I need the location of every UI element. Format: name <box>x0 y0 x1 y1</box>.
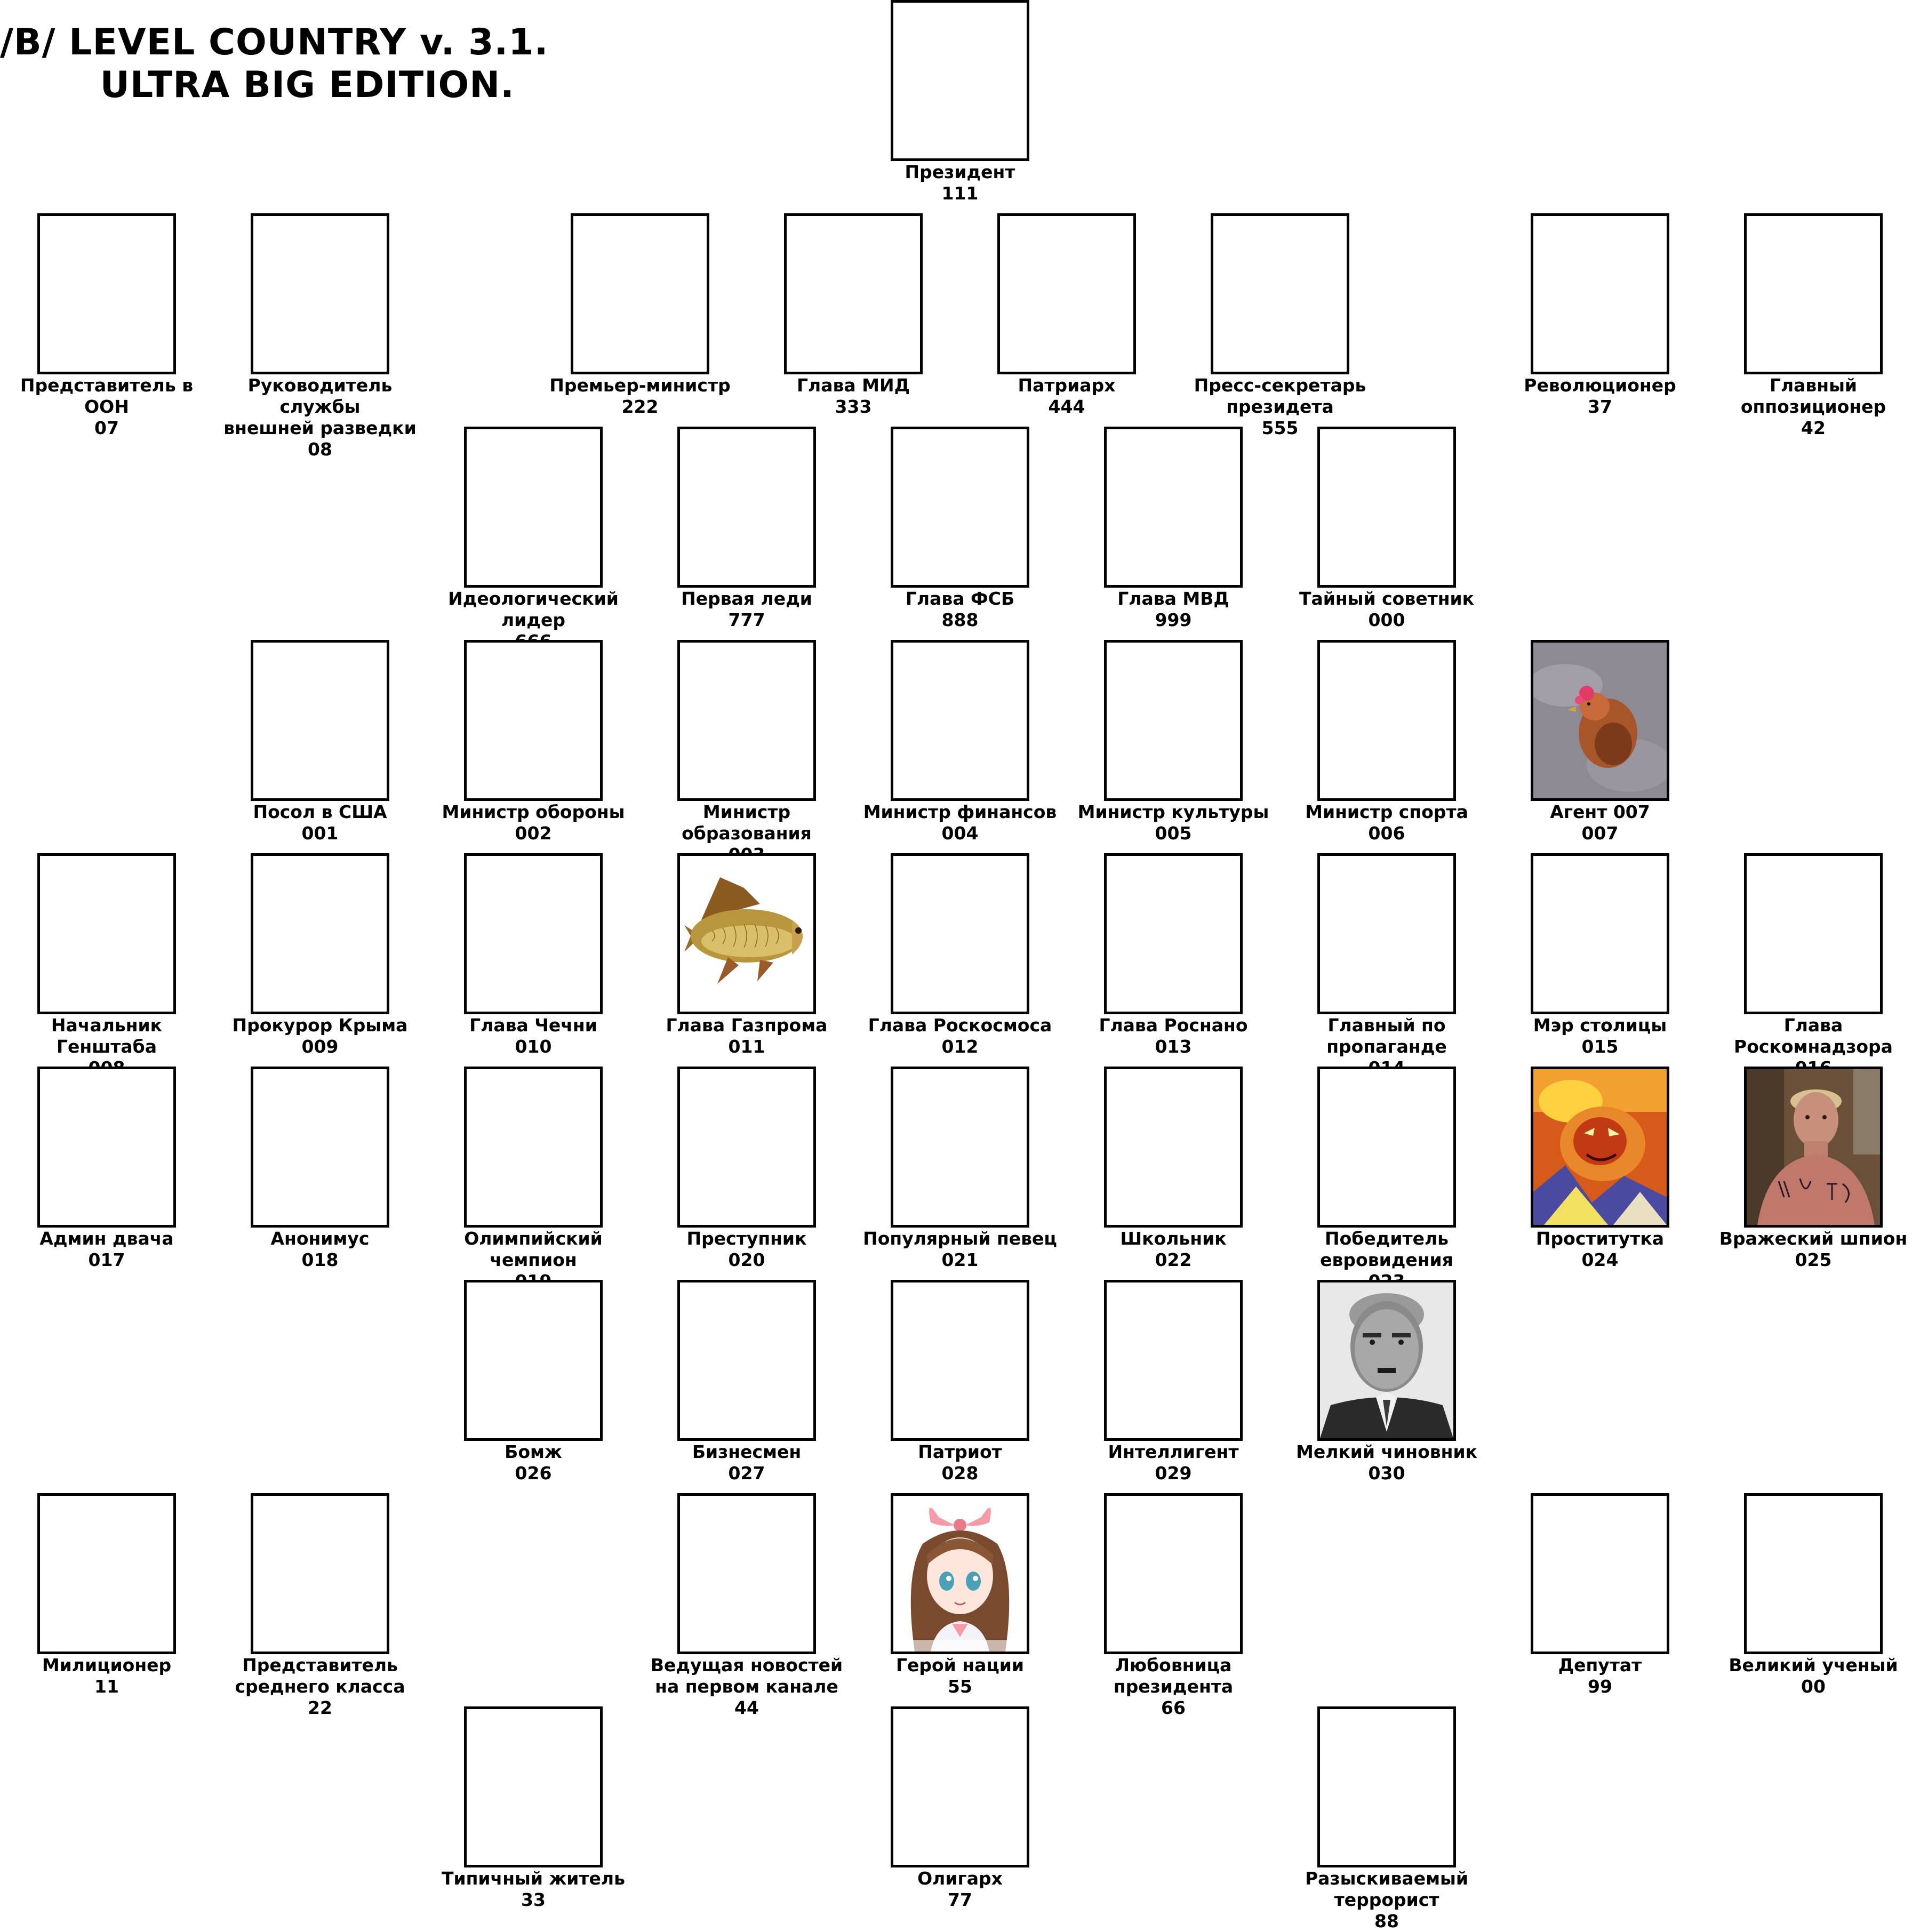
role-number: 44 <box>734 1697 759 1718</box>
role-name: Министр финансов <box>863 801 1057 822</box>
role-portrait-empty <box>251 853 389 1014</box>
role-card <box>640 640 853 865</box>
role-number: 026 <box>515 1463 552 1484</box>
role-caption <box>213 1228 427 1271</box>
role-name: Главный оппозиционер <box>1740 375 1886 417</box>
role-name: Министр спорта <box>1305 801 1468 822</box>
role-portrait-empty <box>891 0 1029 161</box>
role-name: Глава Роскомнадзора <box>1734 1015 1893 1057</box>
role-name: Вражеский шпион <box>1719 1228 1908 1249</box>
role-card <box>853 1706 1067 1911</box>
role-number: 333 <box>835 396 872 417</box>
role-number: 000 <box>1368 610 1405 630</box>
role-card <box>853 640 1067 844</box>
role-number: 009 <box>301 1036 339 1057</box>
role-name: Победитель евровидения <box>1320 1228 1453 1270</box>
role-caption <box>1280 588 1493 631</box>
role-number: 007 <box>1581 823 1619 844</box>
role-name: Глава Роскосмоса <box>868 1015 1052 1036</box>
role-number: 024 <box>1581 1249 1619 1270</box>
role-card <box>0 1493 213 1697</box>
role-number: 99 <box>1588 1676 1612 1697</box>
role-caption <box>1067 1228 1280 1271</box>
title-line-2: ULTRA BIG EDITION. <box>100 64 515 106</box>
role-caption <box>640 1441 853 1484</box>
role-name: Президент <box>905 162 1015 182</box>
role-caption <box>1707 375 1920 439</box>
role-caption <box>1280 801 1493 844</box>
role-portrait-empty <box>1104 1067 1243 1228</box>
page-title <box>0 21 549 107</box>
role-caption <box>213 1015 427 1057</box>
role-portrait <box>677 853 816 1014</box>
role-card <box>1280 427 1493 631</box>
role-card <box>640 1067 853 1271</box>
role-name: Посол в США <box>253 801 387 822</box>
role-name: Любовница президента <box>1113 1655 1234 1697</box>
role-portrait-empty <box>251 640 389 801</box>
role-card <box>853 1280 1067 1484</box>
role-number: 42 <box>1801 418 1826 438</box>
role-caption <box>213 801 427 844</box>
role-name: Первая леди <box>681 588 812 609</box>
role-name: Представитель в ООН <box>20 375 194 417</box>
role-portrait-empty <box>891 427 1029 588</box>
role-caption <box>640 588 853 631</box>
role-number: 029 <box>1155 1463 1192 1484</box>
role-name: Революционер <box>1524 375 1676 396</box>
role-card <box>0 1067 213 1271</box>
role-caption <box>747 375 960 418</box>
role-name: Популярный певец <box>863 1228 1057 1249</box>
role-portrait <box>1531 1067 1669 1228</box>
role-portrait-empty <box>1317 1706 1456 1867</box>
role-number: 020 <box>728 1249 765 1270</box>
role-name: Проститутка <box>1535 1228 1665 1249</box>
role-card <box>1067 1493 1280 1719</box>
role-number: 010 <box>515 1036 552 1057</box>
role-number: 011 <box>728 1036 765 1057</box>
role-card <box>1280 640 1493 844</box>
role-number: 005 <box>1155 823 1192 844</box>
role-number: 37 <box>1588 396 1612 417</box>
role-card <box>640 1280 853 1484</box>
role-card <box>853 0 1067 204</box>
role-number: 013 <box>1155 1036 1192 1057</box>
role-card <box>1707 1067 1920 1271</box>
role-name: Глава Роснано <box>1099 1015 1248 1036</box>
role-caption <box>853 588 1067 631</box>
role-name: Премьер-министр <box>549 375 731 396</box>
role-number: 022 <box>1155 1249 1192 1270</box>
role-name: Глава ФСБ <box>905 588 1015 609</box>
role-number: 006 <box>1368 823 1405 844</box>
role-portrait-empty <box>1317 427 1456 588</box>
role-caption <box>1067 1441 1280 1484</box>
role-card <box>1067 1280 1280 1484</box>
role-caption <box>853 1228 1067 1271</box>
role-number: 88 <box>1374 1911 1399 1931</box>
role-name: Разыскиваемый террорист <box>1305 1868 1469 1910</box>
role-number: 028 <box>941 1463 979 1484</box>
role-card <box>1173 213 1387 439</box>
role-caption <box>853 1655 1067 1697</box>
role-portrait <box>1531 640 1669 801</box>
role-name: Ведущая новостей на первом канале <box>650 1655 843 1697</box>
role-card <box>1067 853 1280 1057</box>
role-name: Агент 007 <box>1550 801 1650 822</box>
role-name: Патриарх <box>1018 375 1116 396</box>
role-card <box>1493 640 1707 844</box>
role-caption <box>853 1441 1067 1484</box>
role-caption <box>0 1655 213 1697</box>
role-caption <box>1493 375 1707 418</box>
role-portrait-empty <box>571 213 709 374</box>
role-portrait-empty <box>464 1280 603 1441</box>
role-portrait-empty <box>891 1706 1029 1867</box>
role-number: 444 <box>1048 396 1085 417</box>
role-caption <box>1493 1655 1707 1697</box>
role-portrait <box>1744 1067 1883 1228</box>
role-caption <box>1280 1868 1493 1932</box>
role-card <box>1280 1067 1493 1292</box>
role-caption <box>1493 801 1707 844</box>
role-caption <box>533 375 747 418</box>
role-caption <box>1707 1655 1920 1697</box>
role-name: Главный по пропаганде <box>1326 1015 1447 1057</box>
role-caption <box>853 162 1067 204</box>
role-number: 11 <box>94 1676 119 1697</box>
role-number: 00 <box>1801 1676 1826 1697</box>
role-card <box>427 427 640 652</box>
role-portrait-empty <box>1317 853 1456 1014</box>
role-number: 08 <box>308 439 332 460</box>
role-name: Типичный житель <box>442 1868 625 1889</box>
role-name: Мэр столицы <box>1533 1015 1667 1036</box>
role-caption <box>1067 588 1280 631</box>
role-caption <box>1493 1228 1707 1271</box>
role-number: 012 <box>941 1036 979 1057</box>
role-card <box>213 213 427 460</box>
role-name: Преступник <box>686 1228 807 1249</box>
role-number: 025 <box>1795 1249 1832 1270</box>
role-name: Идеологический лидер <box>448 588 619 630</box>
role-number: 33 <box>521 1889 546 1910</box>
role-name: Глава Газпрома <box>666 1015 828 1036</box>
role-number: 018 <box>301 1249 339 1270</box>
role-caption <box>0 375 213 439</box>
role-name: Глава Чечни <box>469 1015 597 1036</box>
role-card <box>1493 213 1707 418</box>
role-caption <box>427 1868 640 1911</box>
role-caption <box>640 1015 853 1057</box>
role-card <box>213 640 427 844</box>
role-number: 55 <box>948 1676 972 1697</box>
role-caption <box>427 1015 640 1057</box>
role-number: 555 <box>1261 418 1299 438</box>
role-portrait-empty <box>1744 1493 1883 1654</box>
role-portrait-empty <box>1104 1280 1243 1441</box>
role-card <box>1280 1706 1493 1932</box>
role-caption <box>853 1015 1067 1057</box>
role-name: Министр культуры <box>1077 801 1269 822</box>
role-number: 07 <box>94 418 119 438</box>
role-portrait-empty <box>677 640 816 801</box>
role-card <box>640 427 853 631</box>
role-card <box>1707 213 1920 439</box>
role-card <box>1707 1493 1920 1697</box>
role-card <box>0 213 213 439</box>
role-name: Тайный советник <box>1299 588 1475 609</box>
role-name: Милиционер <box>42 1655 172 1676</box>
role-caption <box>427 1441 640 1484</box>
role-card <box>427 1280 640 1484</box>
role-portrait-empty <box>677 1067 816 1228</box>
role-card <box>1067 640 1280 844</box>
role-portrait-empty <box>251 1067 389 1228</box>
role-name: Герой нации <box>895 1655 1025 1676</box>
title-line-1: /B/ LEVEL COUNTRY v. 3.1. <box>0 21 549 63</box>
role-portrait-empty <box>1104 1493 1243 1654</box>
role-name: Интеллигент <box>1108 1441 1239 1462</box>
role-card <box>1493 853 1707 1057</box>
role-name: Представитель среднего класса <box>235 1655 405 1697</box>
role-portrait-empty <box>464 1706 603 1867</box>
role-card <box>853 1067 1067 1271</box>
role-portrait-empty <box>1211 213 1349 374</box>
role-card <box>960 213 1173 418</box>
role-portrait-empty <box>1531 213 1669 374</box>
role-name: Админ двача <box>39 1228 174 1249</box>
role-caption <box>1280 1441 1493 1484</box>
role-name: Глава МВД <box>1117 588 1229 609</box>
role-card <box>427 1706 640 1911</box>
role-portrait-empty <box>1531 1493 1669 1654</box>
role-number: 030 <box>1368 1463 1405 1484</box>
role-portrait-empty <box>37 213 176 374</box>
role-card <box>853 1493 1067 1697</box>
role-caption <box>1067 1015 1280 1057</box>
role-portrait-empty <box>997 213 1136 374</box>
role-portrait-empty <box>1744 213 1883 374</box>
role-card <box>1493 1067 1707 1271</box>
role-caption <box>1067 1655 1280 1719</box>
role-number: 004 <box>941 823 979 844</box>
role-portrait-empty <box>891 1067 1029 1228</box>
role-caption <box>960 375 1173 418</box>
role-name: Начальник Генштаба <box>51 1015 163 1057</box>
role-card <box>427 1067 640 1292</box>
role-portrait-empty <box>251 213 389 374</box>
role-card <box>1067 1067 1280 1271</box>
role-caption <box>640 1655 853 1719</box>
role-portrait-empty <box>1317 640 1456 801</box>
role-name: Олигарх <box>917 1868 1003 1889</box>
role-card <box>213 1067 427 1271</box>
role-caption <box>1067 801 1280 844</box>
role-portrait-empty <box>784 213 923 374</box>
role-card <box>640 853 853 1057</box>
role-card <box>640 1493 853 1719</box>
role-caption <box>1493 1015 1707 1057</box>
role-card <box>213 853 427 1057</box>
role-portrait-empty <box>677 1280 816 1441</box>
role-caption <box>853 801 1067 844</box>
role-portrait-empty <box>37 853 176 1014</box>
role-card <box>1707 853 1920 1079</box>
role-portrait-empty <box>1531 853 1669 1014</box>
role-name: Бизнесмен <box>692 1441 802 1462</box>
role-card <box>1493 1493 1707 1697</box>
role-name: Школьник <box>1120 1228 1227 1249</box>
role-card <box>427 853 640 1057</box>
role-portrait-empty <box>1317 1067 1456 1228</box>
role-caption <box>213 375 427 460</box>
role-caption <box>640 1228 853 1271</box>
role-name: Прокурор Крыма <box>232 1015 408 1036</box>
role-name: Министр образования <box>682 801 812 844</box>
role-card <box>853 427 1067 631</box>
role-name: Патриот <box>918 1441 1002 1462</box>
role-card <box>853 853 1067 1057</box>
role-number: 001 <box>301 823 339 844</box>
role-portrait-empty <box>464 640 603 801</box>
role-portrait <box>891 1493 1029 1654</box>
role-number: 999 <box>1155 610 1192 630</box>
role-caption <box>0 1228 213 1271</box>
role-number: 027 <box>728 1463 765 1484</box>
role-number: 22 <box>308 1697 332 1718</box>
role-number: 777 <box>728 610 765 630</box>
role-name: Олимпийский чемпион <box>464 1228 603 1270</box>
role-card <box>747 213 960 418</box>
role-card <box>533 213 747 418</box>
role-card <box>427 640 640 844</box>
role-name: Анонимус <box>270 1228 370 1249</box>
role-card <box>1280 1280 1493 1484</box>
role-portrait-empty <box>464 853 603 1014</box>
role-portrait-empty <box>37 1067 176 1228</box>
role-card <box>0 853 213 1079</box>
role-number: 017 <box>88 1249 125 1270</box>
role-name: Депутат <box>1558 1655 1642 1676</box>
role-number: 888 <box>941 610 979 630</box>
role-name: Великий ученый <box>1729 1655 1898 1676</box>
role-number: 111 <box>941 183 979 204</box>
role-portrait <box>1317 1280 1456 1441</box>
role-number: 021 <box>941 1249 979 1270</box>
role-portrait-empty <box>891 853 1029 1014</box>
role-name: Пресс-секретарь президета <box>1194 375 1366 417</box>
role-name: Мелкий чиновник <box>1296 1441 1477 1462</box>
role-portrait-empty <box>677 427 816 588</box>
role-caption <box>1707 1228 1920 1271</box>
role-card <box>1067 427 1280 631</box>
role-portrait-empty <box>464 427 603 588</box>
role-number: 015 <box>1581 1036 1619 1057</box>
role-portrait-empty <box>891 1280 1029 1441</box>
role-name: Глава МИД <box>797 375 910 396</box>
role-portrait-empty <box>1104 853 1243 1014</box>
role-number: 77 <box>948 1889 972 1910</box>
role-card <box>213 1493 427 1719</box>
role-portrait-empty <box>251 1493 389 1654</box>
role-name: Министр обороны <box>442 801 625 822</box>
role-name: Бомж <box>505 1441 562 1462</box>
role-card <box>1280 853 1493 1079</box>
role-portrait-empty <box>37 1493 176 1654</box>
role-portrait-empty <box>464 1067 603 1228</box>
role-number: 66 <box>1161 1697 1186 1718</box>
role-portrait-empty <box>1104 427 1243 588</box>
role-number: 222 <box>621 396 659 417</box>
role-number: 002 <box>515 823 552 844</box>
role-caption <box>853 1868 1067 1911</box>
role-caption <box>427 801 640 844</box>
role-portrait-empty <box>1104 640 1243 801</box>
role-portrait-empty <box>1744 853 1883 1014</box>
role-portrait-empty <box>891 640 1029 801</box>
role-caption <box>213 1655 427 1719</box>
role-portrait-empty <box>677 1493 816 1654</box>
role-name: Руководитель службы внешней разведки <box>223 375 417 438</box>
